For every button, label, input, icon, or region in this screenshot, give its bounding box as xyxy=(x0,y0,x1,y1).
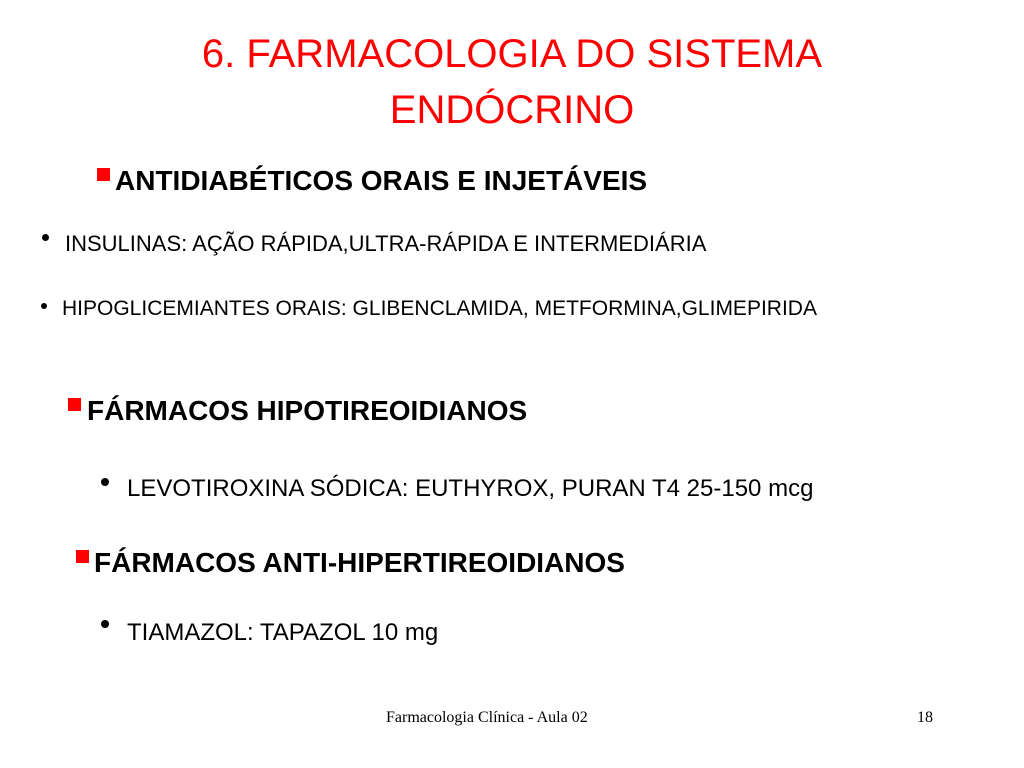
footer-page-number: 18 xyxy=(917,709,933,726)
section-heading-hipotireoidianos: FÁRMACOS HIPOTIREOIDIANOS xyxy=(87,395,528,426)
square-bullet-icon xyxy=(68,398,81,411)
round-bullet-icon xyxy=(41,303,47,309)
section-heading-antidiabeticos: ANTIDIABÉTICOS ORAIS E INJETÁVEIS xyxy=(115,165,648,196)
round-bullet-icon xyxy=(101,478,109,486)
square-bullet-icon xyxy=(97,168,110,181)
round-bullet-icon xyxy=(42,234,49,241)
list-item-tiamazol: TIAMAZOL: TAPAZOL 10 mg xyxy=(127,619,439,646)
slide-title-line-1: 6. FARMACOLOGIA DO SISTEMA xyxy=(201,32,823,76)
list-item-insulinas: INSULINAS: AÇÃO RÁPIDA,ULTRA-RÁPIDA E INTERMEDIÁRIA xyxy=(65,231,707,256)
slide-title xyxy=(0,26,1024,138)
footer-course-title: Farmacologia Clínica - Aula 02 xyxy=(386,709,588,726)
square-bullet-icon xyxy=(76,550,89,563)
list-item-levotiroxina: LEVOTIROXINA SÓDICA: EUTHYROX, PURAN T4 25-150 mcg xyxy=(127,475,814,502)
list-item-hipoglicemiantes: HIPOGLICEMIANTES ORAIS: GLIBENCLAMIDA, METFORMINA,GLIMEPIRIDA xyxy=(62,297,817,320)
round-bullet-icon xyxy=(101,620,109,628)
slide-title-line-2: ENDÓCRINO xyxy=(389,88,635,132)
section-heading-anti-hipertireoidianos: FÁRMACOS ANTI-HIPERTIREOIDIANOS xyxy=(94,547,625,578)
